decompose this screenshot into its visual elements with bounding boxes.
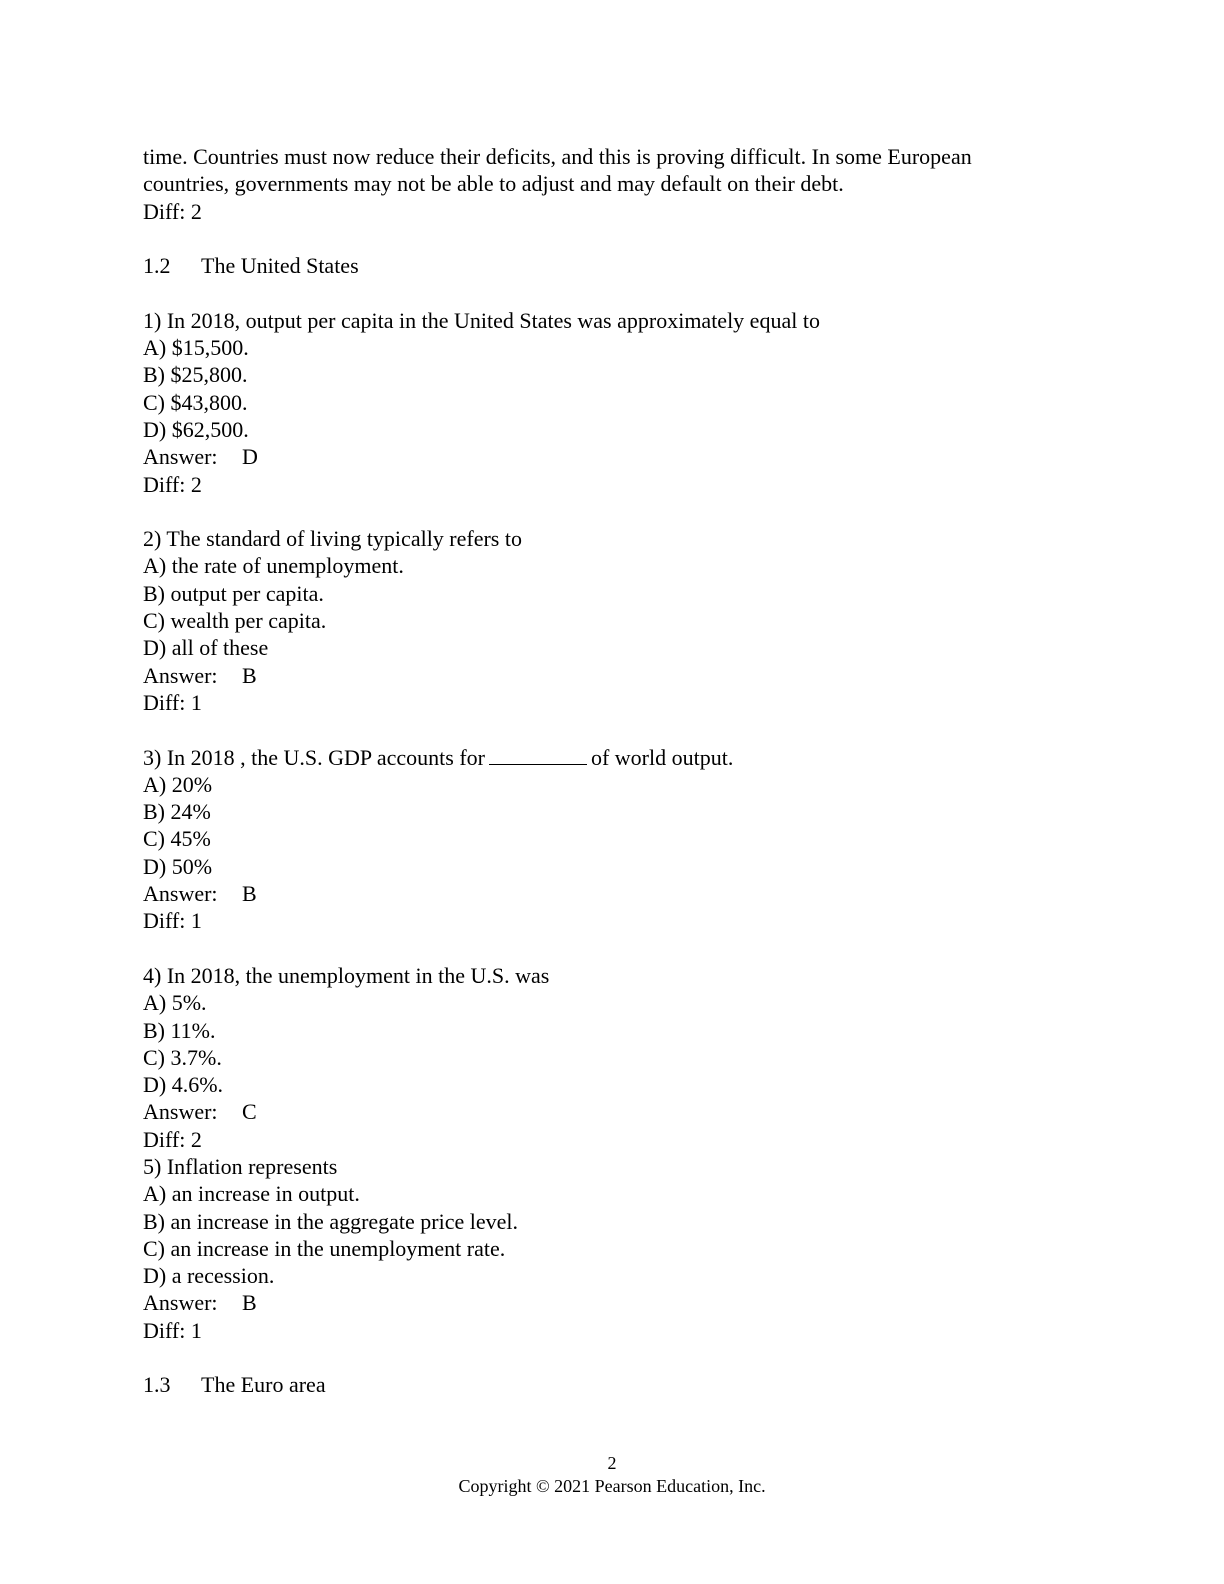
option-d: D) all of these <box>143 635 269 661</box>
question-block <box>143 962 1083 1153</box>
question-block <box>143 1153 1083 1344</box>
option-c: C) 3.7%. <box>143 1044 222 1070</box>
answer-label: Answer: <box>143 662 218 688</box>
spacer <box>143 1344 1083 1371</box>
page-number: 2 <box>607 1453 617 1473</box>
answer-label: Answer: <box>143 1099 218 1125</box>
intro-line: countries, governments may not be able to adjust and may default on their debt. <box>143 171 844 197</box>
difficulty: Diff: 1 <box>143 689 202 715</box>
answer-label: Answer: <box>143 444 218 470</box>
option-d: D) $62,500. <box>143 416 249 442</box>
difficulty: Diff: 1 <box>143 908 202 934</box>
answer-value: B <box>242 662 257 688</box>
answer-value: B <box>242 1290 257 1316</box>
section-title: The United States <box>201 253 359 279</box>
option-d: D) 4.6%. <box>143 1072 224 1098</box>
spacer <box>143 498 1083 525</box>
copyright-notice: Copyright © 2021 Pearson Education, Inc. <box>458 1476 766 1496</box>
answer-line <box>143 662 1083 689</box>
fill-in-blank <box>489 747 587 765</box>
option-b: B) an increase in the aggregate price level. <box>143 1208 519 1234</box>
answer-label: Answer: <box>143 881 218 907</box>
spacer <box>143 716 1083 743</box>
spacer <box>143 279 1083 306</box>
question-text: 1) In 2018, output per capita in the United States was approximately equal to <box>143 307 820 333</box>
option-d: D) a recession. <box>143 1263 275 1289</box>
question-block <box>143 307 1083 498</box>
option-d: D) 50% <box>143 853 213 879</box>
section-heading <box>143 252 1083 279</box>
answer-label: Answer: <box>143 1290 218 1316</box>
spacer <box>143 225 1083 252</box>
difficulty: Diff: 1 <box>143 1317 202 1343</box>
answer-line <box>143 443 1083 470</box>
intro-diff: Diff: 2 <box>143 198 202 224</box>
option-a: A) an increase in output. <box>143 1181 360 1207</box>
question-text: 2) The standard of living typically refers to <box>143 526 522 552</box>
option-c: C) $43,800. <box>143 389 248 415</box>
option-b: B) output per capita. <box>143 580 324 606</box>
question-text <box>143 744 1083 771</box>
question-text: 4) In 2018, the unemployment in the U.S. was <box>143 962 550 988</box>
option-a: A) 5%. <box>143 990 207 1016</box>
option-c: C) wealth per capita. <box>143 608 327 634</box>
option-a: A) the rate of unemployment. <box>143 553 404 579</box>
answer-value: D <box>242 444 258 470</box>
answer-value: B <box>242 881 257 907</box>
spacer <box>143 935 1083 962</box>
question-text-after: of world output. <box>590 744 734 770</box>
option-c: C) an increase in the unemployment rate. <box>143 1235 506 1261</box>
question-block <box>143 525 1083 716</box>
difficulty: Diff: 2 <box>143 471 202 497</box>
question-text: 5) Inflation represents <box>143 1153 338 1179</box>
option-b: B) 24% <box>143 799 211 825</box>
option-c: C) 45% <box>143 826 211 852</box>
answer-value: C <box>242 1099 257 1125</box>
option-b: B) $25,800. <box>143 362 248 388</box>
answer-line <box>143 880 1083 907</box>
page-body <box>143 143 1083 1399</box>
option-a: A) 20% <box>143 771 213 797</box>
difficulty: Diff: 2 <box>143 1126 202 1152</box>
option-b: B) 11%. <box>143 1017 216 1043</box>
answer-line <box>143 1098 1083 1125</box>
section-number: 1.3 <box>143 1372 171 1398</box>
question-block <box>143 744 1083 935</box>
section-number: 1.2 <box>143 253 171 279</box>
answer-line <box>143 1289 1083 1316</box>
question-text-before: 3) In 2018 , the U.S. GDP accounts for <box>143 744 485 770</box>
intro-line: time. Countries must now reduce their deficits, and this is proving difficult. In some European <box>143 144 972 169</box>
option-a: A) $15,500. <box>143 335 249 361</box>
section-heading <box>143 1371 1083 1398</box>
section-title: The Euro area <box>201 1372 326 1398</box>
